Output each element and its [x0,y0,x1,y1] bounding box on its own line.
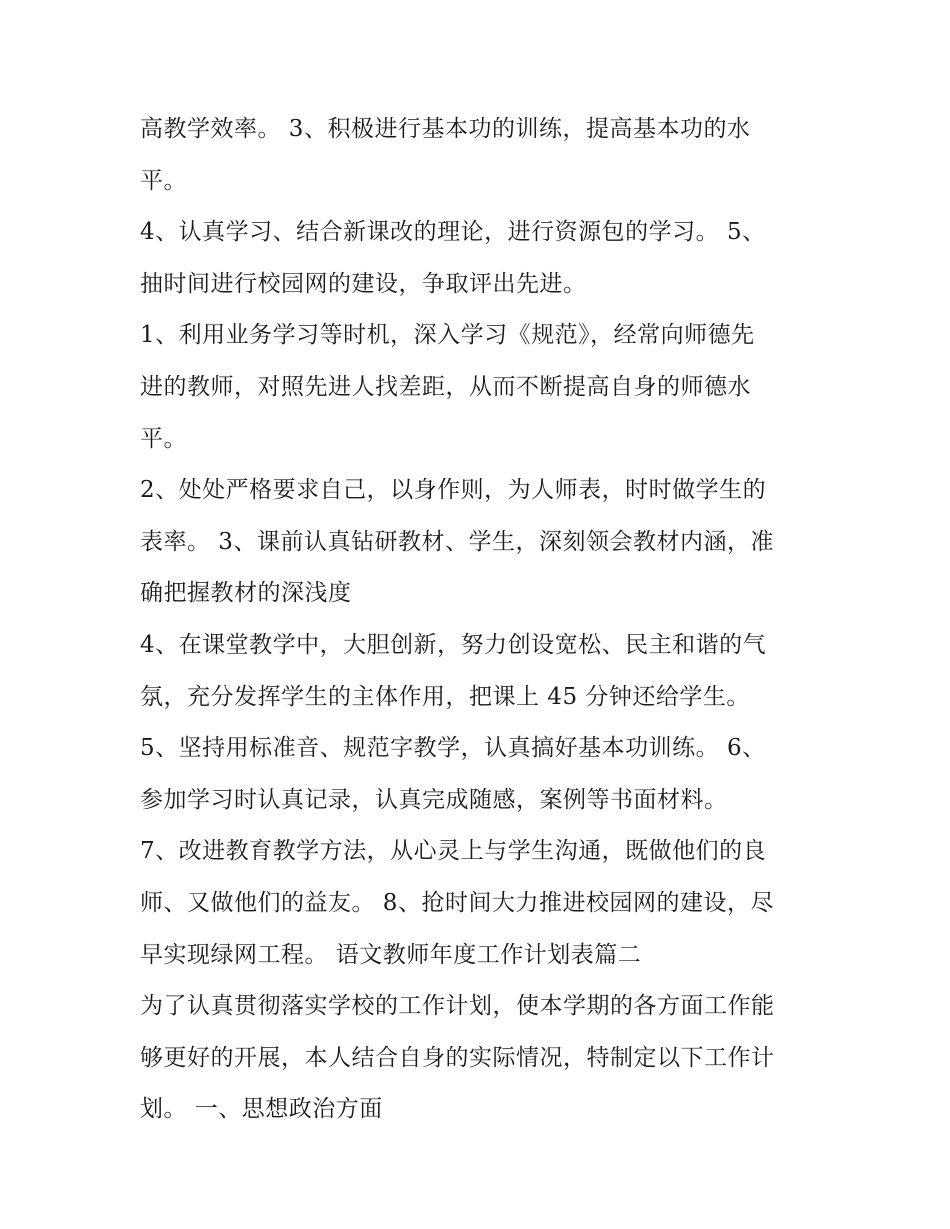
text-line: 7、改进教育教学方法，从心灵上与学生沟通，既做他们的良 [140,838,767,865]
text-line: 平。 [140,167,187,194]
text-line: 进的教师，对照先进人找差距，从而不断提高自身的师德水 [140,373,751,400]
text-line: 参加学习时认真记录，认真完成随感，案例等书面材料。 [140,786,728,813]
text-line: 平。 [140,425,187,452]
text-line: 为了认真贯彻落实学校的工作计划，使本学期的各方面工作能 [140,993,775,1020]
text-line: 抽时间进行校园网的建设，争取评出先进。 [140,270,587,297]
text-line: 早实现绿网工程。 语文教师年度工作计划表篇二 [140,941,642,968]
text-line: 氛，充分发挥学生的主体作用，把课上 45 分钟还给学生。 [140,683,750,710]
text-line: 确把握教材的深浅度 [140,580,352,607]
text-line: 1、利用业务学习等时机，深入学习《规范》，经常向师德先 [140,322,755,349]
text-line: 4、认真学习、结合新课改的理论，进行资源包的学习。 5、 [140,219,766,246]
text-line: 高教学效率。 3、积极进行基本功的训练，提高基本功的水 [140,116,751,142]
text-line: 划。 一、思想政治方面 [140,1096,383,1123]
text-line: 表率。 3、课前认真钻研教材、学生，深刻领会教材内涵，准 [140,528,774,555]
text-line: 2、处处严格要求自己，以身作则，为人师表，时时做学生的 [140,477,767,504]
text-line: 5、坚持用标准音、规范字教学，认真搞好基本功训练。 6、 [140,735,766,762]
text-line: 够更好的开展，本人结合自身的实际情况，特制定以下工作计 [140,1044,775,1071]
text-line: 4、在课堂教学中，大胆创新，努力创设宽松、民主和谐的气 [140,631,767,658]
document-body [140,104,820,1136]
text-line: 师、又做他们的益友。 8、抢时间大力推进校园网的建设，尽 [140,889,774,916]
